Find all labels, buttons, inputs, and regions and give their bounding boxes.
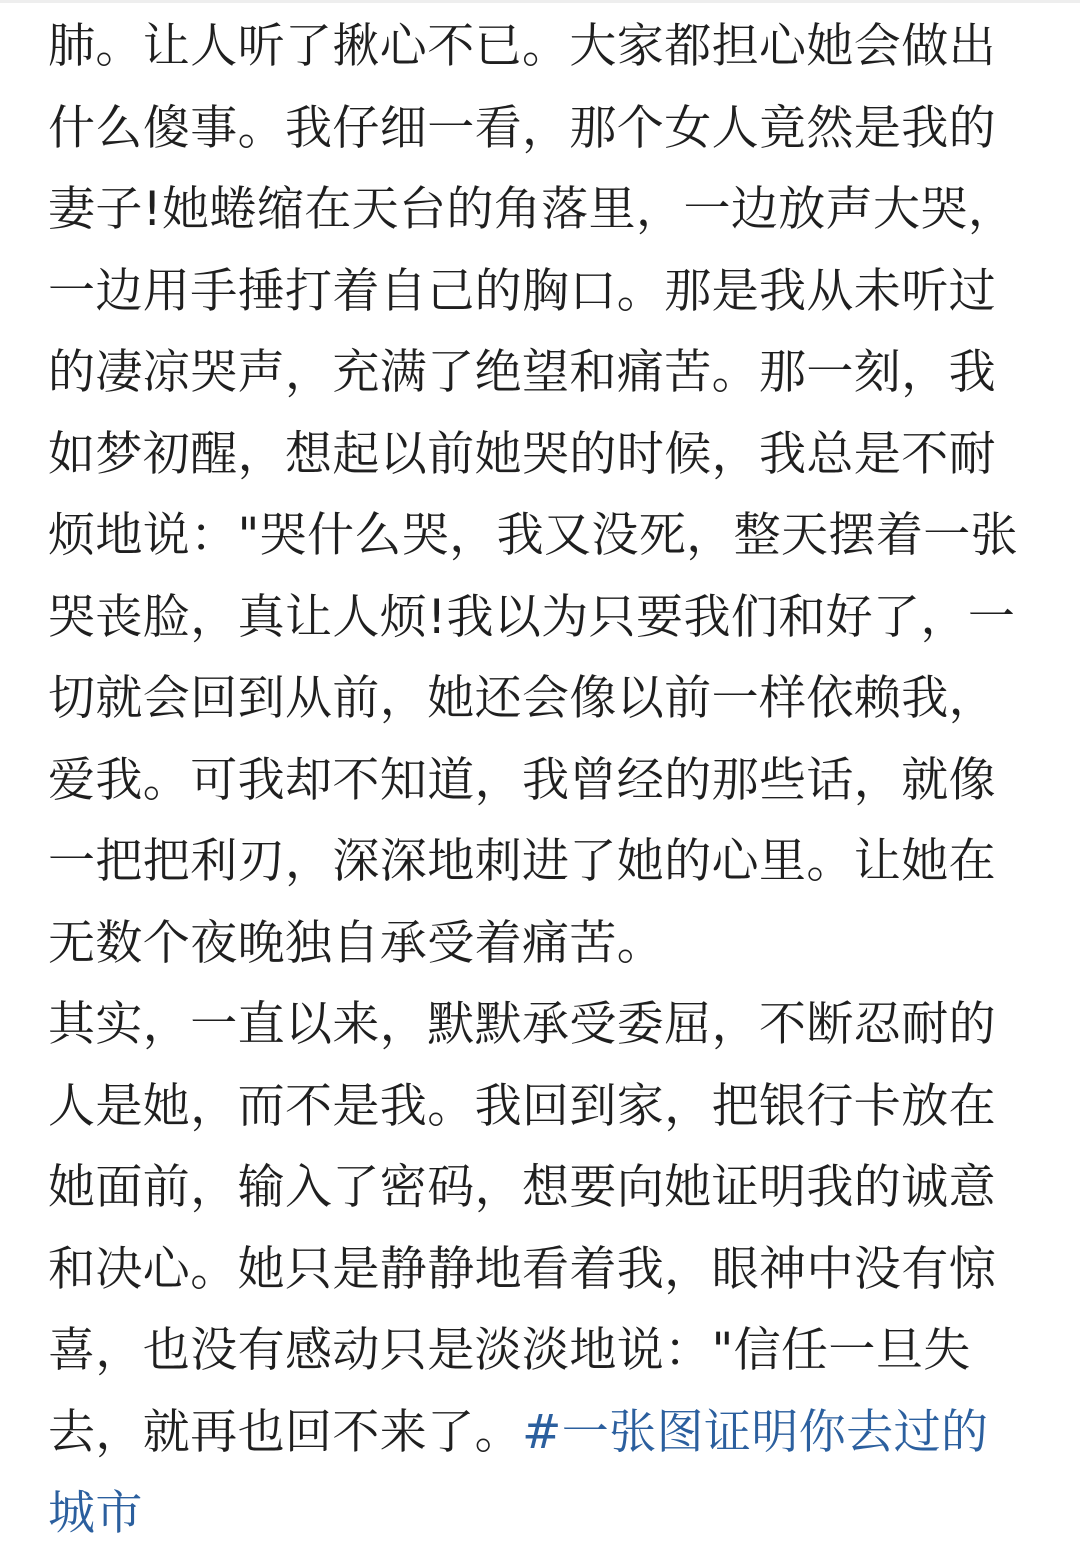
text-line: 人是她，而不是我。我回到家，把银行卡放在 — [48, 1078, 996, 1134]
text-line: 的凄凉哭声，充满了绝望和痛苦。那一刻，我 — [48, 345, 996, 400]
text-line: 切就会回到从前，她还会像以前一样依赖我， — [48, 671, 996, 726]
last-line-text: 去，就再也回不来了。 — [48, 1404, 522, 1460]
text-line: 她面前，输入了密码，想要向她证明我的诚意 — [48, 1160, 996, 1215]
text-line: 什么傻事。我仔细一看，那个女人竟然是我的 — [48, 100, 996, 156]
top-divider — [0, 0, 1080, 3]
text-line: 烦地说："哭什么哭，我又没死，整天摆着一张 — [48, 508, 1019, 563]
article-body — [48, 6, 1038, 1555]
text-line: 无数个夜晚独自承受着痛苦。 — [48, 915, 665, 971]
text-line: 爱我。可我却不知道，我曾经的那些话，就像 — [48, 752, 996, 808]
hashtag-link[interactable]: #一张图证明你去过的 — [522, 1404, 989, 1460]
hashtag-link-continuation[interactable]: 城市 — [48, 1486, 143, 1541]
text-line: 如梦初醒，想起以前她哭的时候，我总是不耐 — [48, 426, 996, 482]
paragraph-2 — [48, 984, 1038, 1555]
text-line: 和决心。她只是静静地看着我，眼神中没有惊 — [48, 1241, 996, 1297]
text-line: 其实，一直以来，默默承受委屈，不断忍耐的 — [48, 997, 996, 1052]
text-line: 肺。让人听了揪心不已。大家都担心她会做出 — [48, 19, 996, 74]
text-line-with-hashtag — [48, 1392, 1038, 1474]
text-line: 妻子!她蜷缩在天台的角落里，一边放声大哭， — [48, 182, 1016, 237]
text-line: 哭丧脸，真让人烦!我以为只要我们和好了，一 — [48, 589, 1016, 645]
text-line: 一把把利刃，深深地刺进了她的心里。让她在 — [48, 834, 996, 889]
text-line: 喜，也没有感动只是淡淡地说："信任一旦失 — [48, 1323, 971, 1378]
text-line: 一边用手捶打着自己的胸口。那是我从未听过 — [48, 263, 996, 319]
paragraph-1 — [48, 6, 1038, 984]
